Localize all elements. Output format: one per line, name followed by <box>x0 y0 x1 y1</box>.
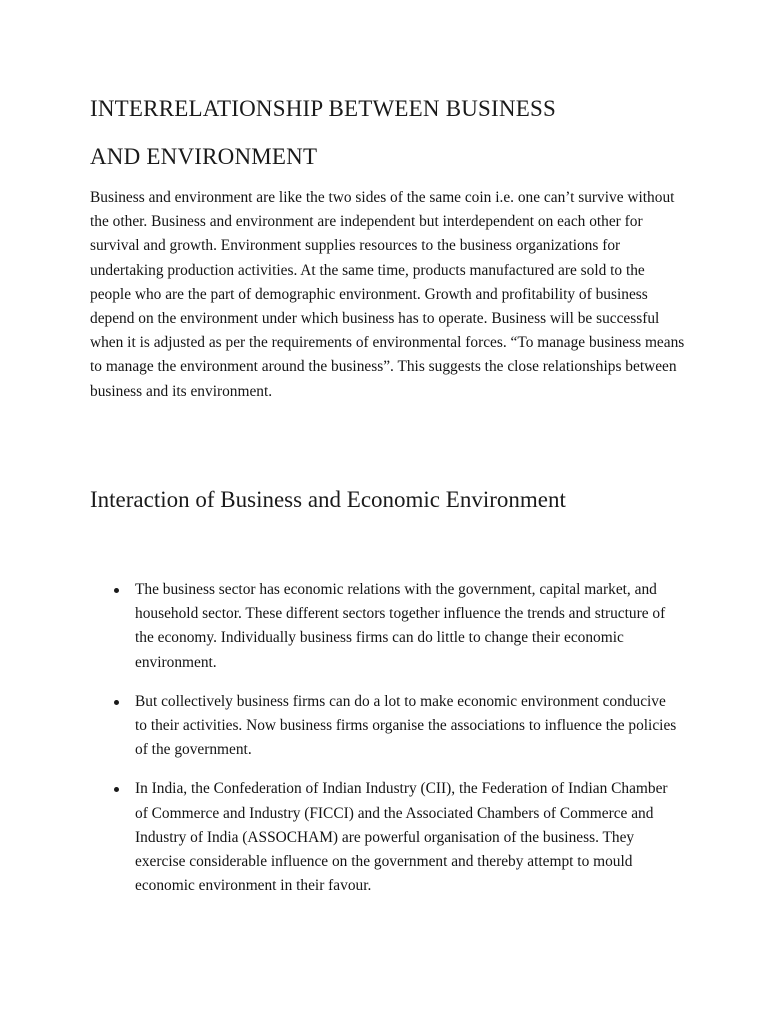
bullet-item <box>90 578 680 675</box>
bullet-list <box>90 578 680 913</box>
bullet-dot-icon <box>114 588 119 593</box>
bullet-text: The business sector has economic relations with the government, capital market, and household sector. These different sectors together influence the trends and structure of the economy. Individually business firms can do little to change their economic environment. <box>135 581 666 671</box>
bullet-item <box>90 777 680 898</box>
bullet-item <box>90 690 680 763</box>
bullet-dot-icon <box>114 787 119 792</box>
document-title-line-1: INTERRELATIONSHIP BETWEEN BUSINESS <box>90 96 556 121</box>
intro-paragraph: Business and environment are like the two sides of the same coin i.e. one can’t survive without the other. Business and environment are independent but interdependent on each other for survival and growth. Environment supplies resources to the business organizations for undertaking production activities. At the same time, products manufactured are sold to the people who are the part of demographic environment. Growth and profitability of business depend on the environment under which business has to operate. Business will be successful when it is adjusted as per the requirements of environmental forces. “To manage business means to manage the environment around the business”. This suggests the close relationships between business and its environment. <box>90 189 685 400</box>
document-title-line-2: AND ENVIRONMENT <box>90 144 318 169</box>
bullet-text: But collectively business firms can do a lot to make economic environment conducive to their activities. Now business firms organise the associations to influence the policies of the government. <box>135 692 677 759</box>
section-heading: Interaction of Business and Economic Environment <box>90 487 566 512</box>
bullet-dot-icon <box>114 700 119 705</box>
bullet-text: In India, the Confederation of Indian Industry (CII), the Federation of Indian Chamber of Commerce and Industry (FICCI) and the Associated Chambers of Commerce and Industry of India (ASSOCHAM) are powerful organisation of the business. They exercise considerable influence on the government and thereby attempt to mould economic environment in their favour. <box>135 780 668 895</box>
